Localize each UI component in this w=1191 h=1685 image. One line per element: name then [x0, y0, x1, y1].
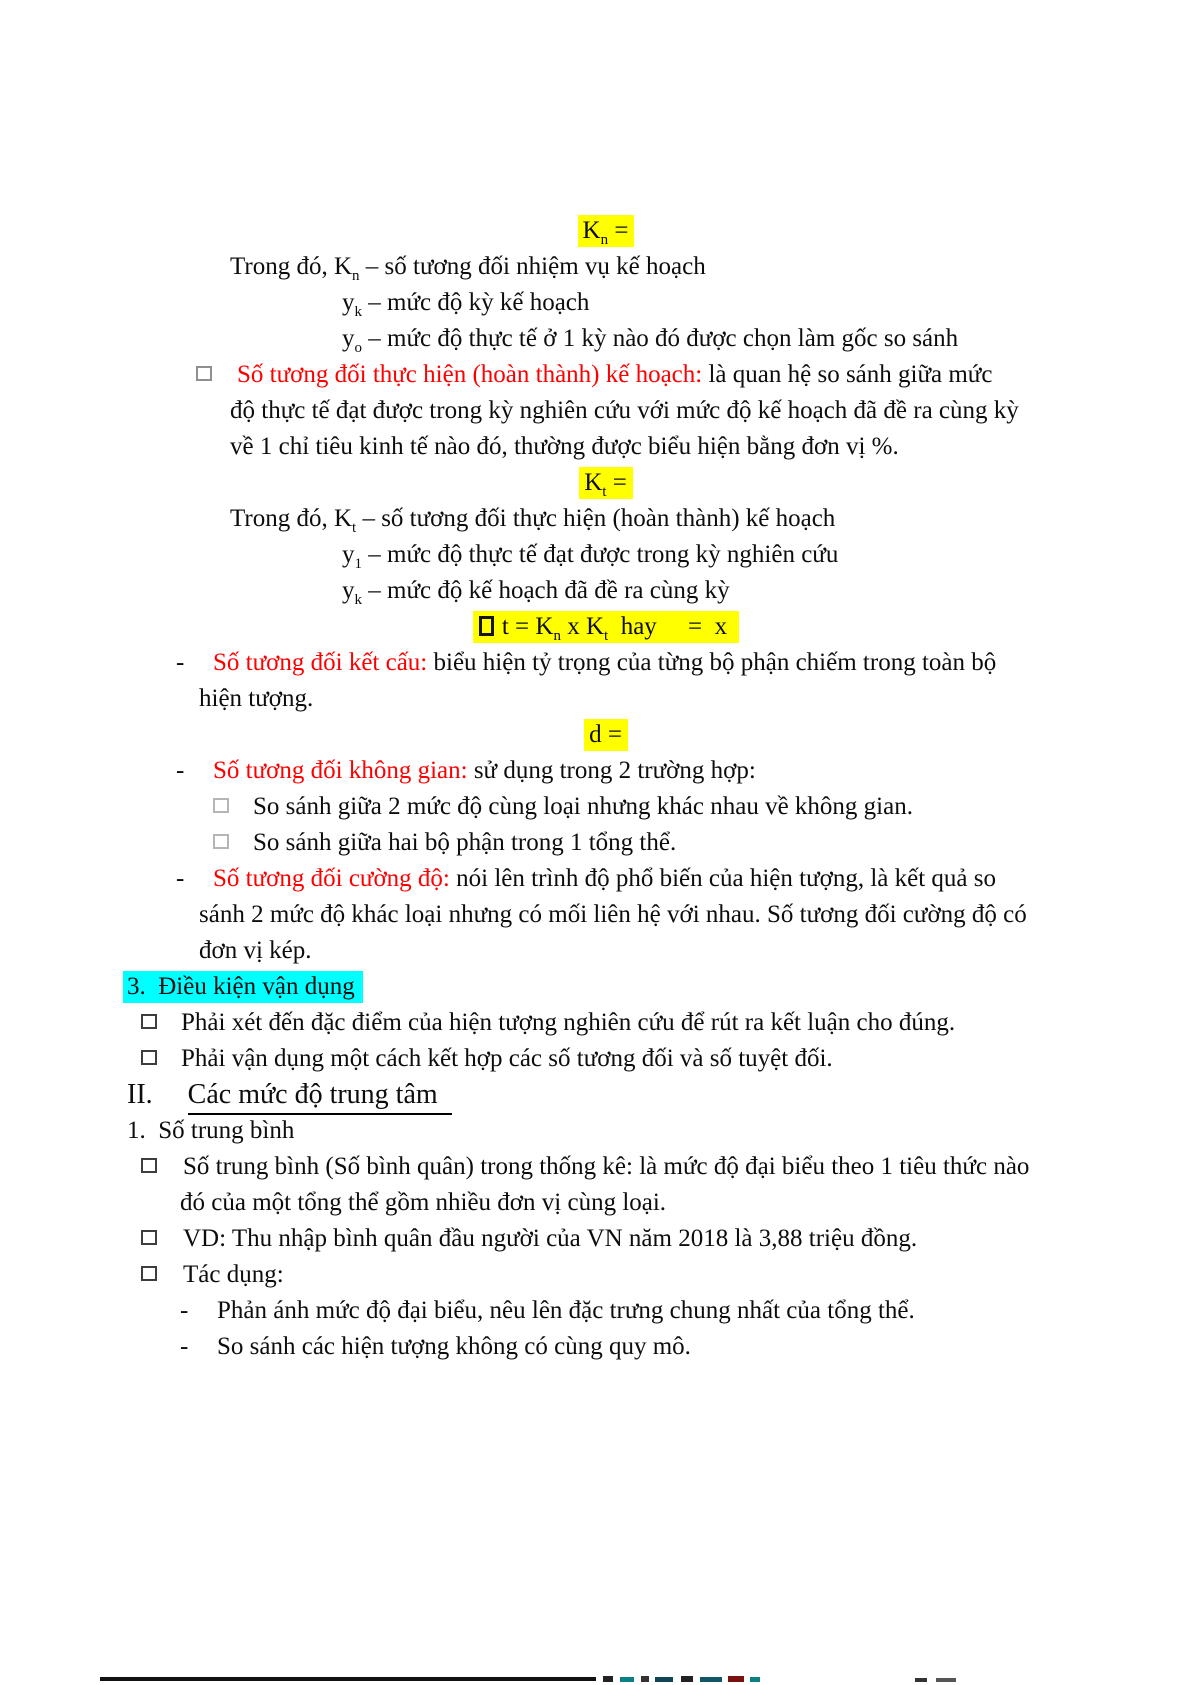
text-span: So sánh giữa 2 mức độ cùng loại nhưng khác nhau về không gian.: [253, 793, 913, 820]
dash-bullet: -: [176, 649, 185, 676]
item-vd: [0, 1221, 1191, 1257]
text-span: t: [602, 484, 607, 500]
text-span: n: [352, 268, 360, 284]
item-phai-van-dung: [0, 1041, 1191, 1077]
text-span: k: [354, 304, 362, 320]
dash-bullet: -: [176, 757, 185, 784]
checkbox-icon: [141, 1014, 157, 1029]
text-span: độ thực tế đạt được trong kỳ nghiên cứu với mức độ kế hoạch đã đề ra cùng kỳ: [230, 397, 1019, 424]
text-span: n: [600, 232, 609, 248]
yellow-highlight: [578, 215, 635, 247]
checkbox-icon: [213, 798, 229, 813]
page-break-fragment: [728, 1676, 744, 1682]
text-span: Tác dụng:: [183, 1261, 284, 1288]
kt-definition: [0, 501, 1191, 537]
text-span: o: [354, 340, 362, 356]
emphasis-text: Số tương đối cường độ:: [213, 865, 450, 892]
emphasis-text: Số tương đối kết cấu:: [213, 649, 428, 676]
text-span: Phản ánh mức độ đại biểu, nêu lên đặc trưng chung nhất của tổng thể.: [217, 1297, 915, 1324]
text-span: =: [608, 217, 629, 244]
kn-definition: [0, 249, 1191, 285]
emphasis-text: Số tương đối thực hiện (hoàn thành) kế hoạch:: [237, 361, 703, 388]
text-span: k: [354, 592, 362, 608]
text-span: n: [553, 628, 561, 644]
text-span: II.: [127, 1079, 188, 1110]
text-span: So sánh các hiện tượng không có cùng quy mô.: [217, 1333, 691, 1360]
yellow-highlight: [579, 467, 633, 499]
text-span: Các mức độ trung tâm: [188, 1079, 452, 1115]
checkbox-icon: [141, 1266, 157, 1281]
text-span: Phải vận dụng một cách kết hợp các số tương đối và số tuyệt đối.: [181, 1045, 833, 1072]
text-span: 1: [354, 556, 362, 572]
formula-kt: [0, 465, 1191, 501]
text-span: hiện tượng.: [199, 685, 314, 712]
item-so-tuong-doi-cuong-do: [0, 861, 1191, 897]
section-ii-heading: [0, 1077, 1191, 1113]
text-span: nói lên trình độ phổ biến của hiện tượng, là kết quả so: [449, 865, 996, 892]
yk-definition: [0, 285, 1191, 321]
dash-bullet: -: [180, 1297, 189, 1324]
yellow-highlight: [473, 611, 740, 643]
text-span: So sánh giữa hai bộ phận trong 1 tổng thể.: [253, 829, 677, 856]
text-span: t: [352, 520, 357, 536]
empty-box-icon: [479, 616, 494, 636]
subitem-so-sanh: [0, 1329, 1191, 1365]
yellow-highlight: [584, 719, 628, 751]
text-span: – số tương đối thực hiện (hoàn thành) kế hoạch: [356, 505, 836, 532]
text-span: là quan hệ so sánh giữa mức: [702, 361, 993, 388]
checkbox-icon: [141, 1158, 157, 1173]
page-break-fragment: [603, 1676, 613, 1682]
checkbox-icon: [213, 834, 229, 849]
text-span: đơn vị kép.: [199, 937, 312, 964]
text-span: 1. Số trung bình: [127, 1117, 295, 1144]
text-span: t = K: [495, 613, 554, 640]
cyan-highlight: [123, 971, 363, 1003]
page-break-fragment: [641, 1676, 649, 1682]
formula-d: [0, 717, 1191, 753]
text-span: Trong đó, K: [230, 505, 353, 532]
subitem-so-sanh-bo-phan: [0, 825, 1191, 861]
section-1-heading: [0, 1113, 1191, 1149]
text-line: [0, 897, 1191, 933]
text-line: [0, 393, 1191, 429]
text-span: Số trung bình (Số bình quân) trong thống kê: là mức độ đại biểu theo 1 tiêu thức nào: [183, 1153, 1030, 1180]
text-line: [0, 429, 1191, 465]
text-span: Trong đó, K: [230, 253, 353, 280]
text-span: về 1 chỉ tiêu kinh tế nào đó, thường được biểu hiện bằng đơn vị %.: [230, 433, 899, 460]
document-content: [0, 213, 1191, 1365]
subitem-so-sanh-khong-gian: [0, 789, 1191, 825]
checkbox-icon: [141, 1230, 157, 1245]
text-span: – số tương đối nhiệm vụ kế hoạch: [359, 253, 706, 280]
text-span: – mức độ thực tế đạt được trong kỳ nghiên cứu: [362, 541, 839, 568]
text-span: 3. Điều kiện vận dụng: [127, 973, 355, 1000]
text-span: y: [342, 577, 355, 604]
item-so-tuong-doi-thuc-hien: [0, 357, 1191, 393]
section-3-heading: [0, 969, 1191, 1005]
dash-bullet: -: [176, 865, 185, 892]
item-so-tuong-doi-khong-gian: [0, 753, 1191, 789]
text-line: [0, 681, 1191, 717]
text-span: y: [342, 289, 355, 316]
text-span: – mức độ thực tế ở 1 kỳ nào đó được chọn làm gốc so sánh: [362, 325, 959, 352]
text-span: y: [342, 541, 355, 568]
text-span: VD: Thu nhập bình quân đầu người của VN năm 2018 là 3,88 triệu đồng.: [183, 1225, 918, 1252]
checkbox-icon: [196, 366, 212, 381]
text-line: [0, 933, 1191, 969]
text-span: – mức độ kỳ kế hoạch: [362, 289, 590, 316]
text-span: =: [606, 469, 627, 496]
item-so-tuong-doi-ket-cau: [0, 645, 1191, 681]
text-span: Phải xét đến đặc điểm của hiện tượng nghiên cứu để rút ra kết luận cho đúng.: [181, 1009, 956, 1036]
text-span: hay = x: [608, 613, 734, 640]
page-break-fragment: [655, 1677, 673, 1682]
item-phai-xet: [0, 1005, 1191, 1041]
page-break-fragment: [620, 1677, 634, 1682]
text-span: – mức độ kế hoạch đã đề ra cùng kỳ: [362, 577, 730, 604]
page-break-fragment: [915, 1678, 927, 1682]
y1-definition: [0, 537, 1191, 573]
formula-t: [0, 609, 1191, 645]
text-span: y: [342, 325, 355, 352]
dash-bullet: -: [180, 1333, 189, 1360]
text-span: sử dụng trong 2 trường hợp:: [467, 757, 756, 784]
yk2-definition: [0, 573, 1191, 609]
page-break-fragment: [936, 1678, 956, 1682]
text-span: K: [584, 469, 603, 496]
text-span: đó của một tổng thể gồm nhiều đơn vị cùng loại.: [180, 1189, 667, 1216]
page-break-fragment: [100, 1677, 596, 1681]
text-span: t: [604, 628, 609, 644]
page-break-fragment: [750, 1677, 760, 1682]
text-span: K: [582, 217, 601, 244]
page-break-fragment: [681, 1676, 693, 1682]
yo-definition: [0, 321, 1191, 357]
text-span: d =: [589, 721, 622, 748]
text-span: x K: [560, 613, 605, 640]
text-span: sánh 2 mức độ khác loại nhưng có mối liên hệ với nhau. Số tương đối cường độ có: [199, 901, 1027, 928]
page-break-fragment: [700, 1677, 722, 1682]
subitem-phan-anh: [0, 1293, 1191, 1329]
formula-kn: [0, 213, 1191, 249]
checkbox-icon: [141, 1050, 157, 1065]
emphasis-text: Số tương đối không gian:: [213, 757, 468, 784]
text-line: [0, 1185, 1191, 1221]
item-tac-dung: [0, 1257, 1191, 1293]
item-so-trung-binh: [0, 1149, 1191, 1185]
text-span: biểu hiện tỷ trọng của từng bộ phận chiếm trong toàn bộ: [427, 649, 997, 676]
